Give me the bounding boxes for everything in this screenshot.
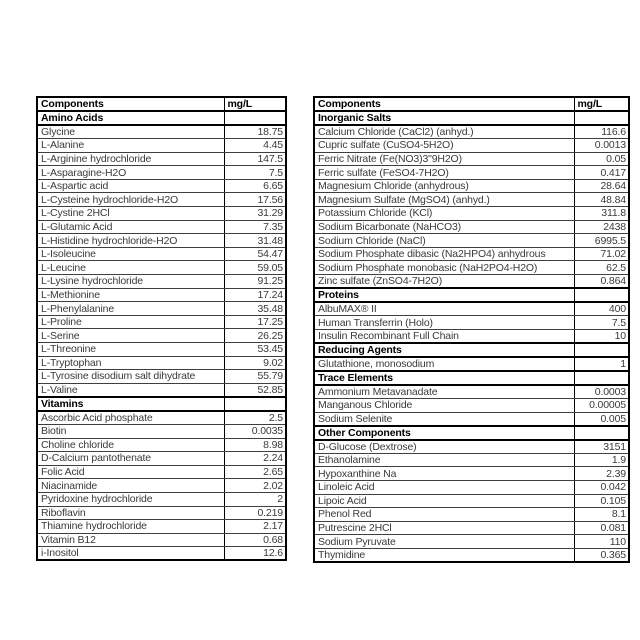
table-row <box>37 370 286 384</box>
section-header-row <box>37 397 286 411</box>
component-name-cell: L-Aspartic acid <box>37 179 224 193</box>
component-name-cell: AlbuMAX® II <box>314 302 574 316</box>
components-header-cell: Components <box>37 97 224 111</box>
table-row <box>37 125 286 139</box>
table-row <box>37 547 286 561</box>
table-row <box>37 261 286 275</box>
table-row <box>314 207 629 221</box>
table-row <box>314 535 629 549</box>
component-name-cell: L-Threonine <box>37 343 224 357</box>
component-value-cell: 0.0013 <box>574 139 629 153</box>
table-row <box>37 166 286 180</box>
component-value-cell: 0.042 <box>574 480 629 494</box>
table-row <box>37 247 286 261</box>
right-formulation-table <box>313 96 630 563</box>
component-value-cell: 59.05 <box>224 261 286 275</box>
component-name-cell: Calcium Chloride (CaCl2) (anhyd.) <box>314 125 574 139</box>
table-row <box>314 152 629 166</box>
component-name-cell: Sodium Phosphate monobasic (NaH2PO4-H2O) <box>314 261 574 275</box>
table-row <box>37 234 286 248</box>
component-name-cell: Biotin <box>37 424 224 438</box>
component-name-cell: Zinc sulfate (ZnSO4-7H2O) <box>314 275 574 289</box>
component-value-cell: 10 <box>574 329 629 343</box>
table-row <box>37 275 286 289</box>
section-empty-value-cell <box>224 397 286 411</box>
table-row <box>37 479 286 493</box>
component-name-cell: Folic Acid <box>37 465 224 479</box>
component-name-cell: L-Phenylalanine <box>37 302 224 316</box>
component-value-cell: 2.17 <box>224 520 286 534</box>
table-row <box>314 548 629 562</box>
table-header-row <box>37 97 286 111</box>
component-name-cell: Riboflavin <box>37 506 224 520</box>
component-name-cell: Magnesium Sulfate (MgSO4) (anhyd.) <box>314 193 574 207</box>
table-row <box>37 207 286 221</box>
component-name-cell: Thymidine <box>314 548 574 562</box>
table-row <box>314 508 629 522</box>
section-empty-value-cell <box>574 343 629 357</box>
table-row <box>314 357 629 371</box>
component-name-cell: L-Proline <box>37 315 224 329</box>
table-row <box>314 125 629 139</box>
table-row <box>314 247 629 261</box>
table-row <box>37 438 286 452</box>
component-value-cell: 0.864 <box>574 275 629 289</box>
component-name-cell: Sodium Chloride (NaCl) <box>314 234 574 248</box>
component-name-cell: L-Serine <box>37 329 224 343</box>
component-value-cell: 18.75 <box>224 125 286 139</box>
component-value-cell: 8.1 <box>574 508 629 522</box>
component-name-cell: L-Tyrosine disodium salt dihydrate <box>37 370 224 384</box>
component-name-cell: L-Alanine <box>37 139 224 153</box>
component-value-cell: 48.84 <box>574 193 629 207</box>
section-empty-value-cell <box>574 426 629 440</box>
left-formulation-table <box>36 96 287 561</box>
component-value-cell: 7.5 <box>224 166 286 180</box>
component-value-cell: 17.25 <box>224 315 286 329</box>
table-row <box>314 494 629 508</box>
component-value-cell: 2.39 <box>574 467 629 481</box>
component-name-cell: i-Inositol <box>37 547 224 561</box>
table-row <box>314 220 629 234</box>
component-value-cell: 31.48 <box>224 234 286 248</box>
section-header-row <box>314 343 629 357</box>
component-name-cell: D-Calcium pantothenate <box>37 452 224 466</box>
table-row <box>37 193 286 207</box>
component-value-cell: 8.98 <box>224 438 286 452</box>
component-name-cell: Choline chloride <box>37 438 224 452</box>
component-value-cell: 0.417 <box>574 166 629 180</box>
component-value-cell: 116.6 <box>574 125 629 139</box>
component-value-cell: 0.68 <box>224 533 286 547</box>
table-row <box>314 261 629 275</box>
unit-header-cell: mg/L <box>574 97 629 111</box>
section-empty-value-cell <box>574 288 629 302</box>
component-name-cell: L-Cysteine hydrochloride-H2O <box>37 193 224 207</box>
table-row <box>314 467 629 481</box>
component-name-cell: Sodium Bicarbonate (NaHCO3) <box>314 220 574 234</box>
component-name-cell: Thiamine hydrochloride <box>37 520 224 534</box>
component-value-cell: 2.5 <box>224 411 286 425</box>
component-name-cell: D-Glucose (Dextrose) <box>314 440 574 454</box>
table-row <box>37 533 286 547</box>
table-row <box>314 399 629 413</box>
component-value-cell: 28.64 <box>574 179 629 193</box>
component-name-cell: Ammonium Metavanadate <box>314 385 574 399</box>
table-row <box>37 411 286 425</box>
component-name-cell: L-Tryptophan <box>37 356 224 370</box>
component-name-cell: Linoleic Acid <box>314 480 574 494</box>
unit-header-cell: mg/L <box>224 97 286 111</box>
section-title-cell: Inorganic Salts <box>314 111 574 125</box>
component-value-cell: 35.48 <box>224 302 286 316</box>
table-row <box>37 520 286 534</box>
component-value-cell: 3151 <box>574 440 629 454</box>
section-title-cell: Other Components <box>314 426 574 440</box>
table-row <box>37 506 286 520</box>
table-row <box>314 179 629 193</box>
component-name-cell: Potassium Chloride (KCl) <box>314 207 574 221</box>
component-value-cell: 26.25 <box>224 329 286 343</box>
table-row <box>37 152 286 166</box>
table-row <box>314 139 629 153</box>
component-value-cell: 53.45 <box>224 343 286 357</box>
section-title-cell: Reducing Agents <box>314 343 574 357</box>
component-value-cell: 9.02 <box>224 356 286 370</box>
component-value-cell: 0.00005 <box>574 399 629 413</box>
component-value-cell: 0.219 <box>224 506 286 520</box>
component-value-cell: 0.105 <box>574 494 629 508</box>
component-name-cell: Glycine <box>37 125 224 139</box>
component-name-cell: Human Transferrin (Holo) <box>314 316 574 330</box>
component-name-cell: Ethanolamine <box>314 453 574 467</box>
section-title-cell: Proteins <box>314 288 574 302</box>
table-row <box>314 193 629 207</box>
component-name-cell: Insulin Recombinant Full Chain <box>314 329 574 343</box>
table-row <box>37 356 286 370</box>
section-header-row <box>314 371 629 385</box>
component-name-cell: Ferric sulfate (FeSO4-7H2O) <box>314 166 574 180</box>
component-name-cell: Cupric sulfate (CuSO4-5H2O) <box>314 139 574 153</box>
component-name-cell: Hypoxanthine Na <box>314 467 574 481</box>
component-name-cell: Sodium Phosphate dibasic (Na2HPO4) anhydrous <box>314 247 574 261</box>
table-row <box>314 385 629 399</box>
component-name-cell: Glutathione, monosodium <box>314 357 574 371</box>
component-name-cell: Lipoic Acid <box>314 494 574 508</box>
component-name-cell: Vitamin B12 <box>37 533 224 547</box>
section-header-row <box>314 288 629 302</box>
component-name-cell: L-Cystine 2HCl <box>37 207 224 221</box>
component-value-cell: 1 <box>574 357 629 371</box>
component-value-cell: 1.9 <box>574 453 629 467</box>
left-table-body <box>37 97 286 560</box>
component-value-cell: 2438 <box>574 220 629 234</box>
component-value-cell: 52.85 <box>224 383 286 397</box>
component-value-cell: 31.29 <box>224 207 286 221</box>
component-value-cell: 400 <box>574 302 629 316</box>
component-name-cell: L-Methionine <box>37 288 224 302</box>
component-value-cell: 17.56 <box>224 193 286 207</box>
section-header-row <box>314 111 629 125</box>
component-value-cell: 311.8 <box>574 207 629 221</box>
table-row <box>37 465 286 479</box>
table-row <box>37 343 286 357</box>
component-value-cell: 91.25 <box>224 275 286 289</box>
table-row <box>37 179 286 193</box>
component-value-cell: 2.02 <box>224 479 286 493</box>
component-name-cell: L-Asparagine-H2O <box>37 166 224 180</box>
table-row <box>314 440 629 454</box>
component-value-cell: 0.081 <box>574 521 629 535</box>
table-row <box>314 329 629 343</box>
right-table-body <box>314 97 629 562</box>
component-name-cell: Phenol Red <box>314 508 574 522</box>
section-empty-value-cell <box>574 371 629 385</box>
component-name-cell: L-Isoleucine <box>37 247 224 261</box>
component-name-cell: Sodium Selenite <box>314 412 574 426</box>
component-value-cell: 7.35 <box>224 220 286 234</box>
table-row <box>314 480 629 494</box>
component-value-cell: 62.5 <box>574 261 629 275</box>
component-name-cell: Manganous Chloride <box>314 399 574 413</box>
component-value-cell: 55.79 <box>224 370 286 384</box>
component-value-cell: 2.24 <box>224 452 286 466</box>
component-value-cell: 2.65 <box>224 465 286 479</box>
table-row <box>314 412 629 426</box>
component-name-cell: Putrescine 2HCl <box>314 521 574 535</box>
table-row <box>37 315 286 329</box>
section-empty-value-cell <box>224 111 286 125</box>
component-value-cell: 54.47 <box>224 247 286 261</box>
component-name-cell: L-Histidine hydrochloride-H2O <box>37 234 224 248</box>
component-value-cell: 6995.5 <box>574 234 629 248</box>
component-name-cell: L-Leucine <box>37 261 224 275</box>
component-value-cell: 7.5 <box>574 316 629 330</box>
component-value-cell: 17.24 <box>224 288 286 302</box>
component-value-cell: 2 <box>224 492 286 506</box>
table-row <box>314 453 629 467</box>
component-name-cell: L-Glutamic Acid <box>37 220 224 234</box>
component-name-cell: Magnesium Chloride (anhydrous) <box>314 179 574 193</box>
component-name-cell: L-Valine <box>37 383 224 397</box>
section-empty-value-cell <box>574 111 629 125</box>
table-header-row <box>314 97 629 111</box>
component-value-cell: 0.0003 <box>574 385 629 399</box>
component-value-cell: 6.65 <box>224 179 286 193</box>
component-value-cell: 147.5 <box>224 152 286 166</box>
table-row <box>314 234 629 248</box>
table-row <box>37 452 286 466</box>
table-row <box>314 521 629 535</box>
table-row <box>37 302 286 316</box>
component-value-cell: 71.02 <box>574 247 629 261</box>
component-value-cell: 12.6 <box>224 547 286 561</box>
component-name-cell: Niacinamide <box>37 479 224 493</box>
component-name-cell: Pyridoxine hydrochloride <box>37 492 224 506</box>
table-row <box>37 383 286 397</box>
component-value-cell: 0.05 <box>574 152 629 166</box>
component-value-cell: 0.365 <box>574 548 629 562</box>
section-title-cell: Vitamins <box>37 397 224 411</box>
table-row <box>37 329 286 343</box>
component-value-cell: 110 <box>574 535 629 549</box>
section-header-row <box>314 426 629 440</box>
table-row <box>314 316 629 330</box>
table-row <box>37 139 286 153</box>
table-row <box>37 424 286 438</box>
section-title-cell: Amino Acids <box>37 111 224 125</box>
component-name-cell: Ascorbic Acid phosphate <box>37 411 224 425</box>
component-value-cell: 0.005 <box>574 412 629 426</box>
table-row <box>314 275 629 289</box>
component-name-cell: L-Lysine hydrochloride <box>37 275 224 289</box>
table-row <box>37 288 286 302</box>
component-name-cell: Sodium Pyruvate <box>314 535 574 549</box>
table-row <box>314 302 629 316</box>
table-row <box>314 166 629 180</box>
component-value-cell: 0.0035 <box>224 424 286 438</box>
component-value-cell: 4.45 <box>224 139 286 153</box>
component-name-cell: Ferric Nitrate (Fe(NO3)3"9H2O) <box>314 152 574 166</box>
table-row <box>37 220 286 234</box>
section-header-row <box>37 111 286 125</box>
component-name-cell: L-Arginine hydrochloride <box>37 152 224 166</box>
table-row <box>37 492 286 506</box>
components-header-cell: Components <box>314 97 574 111</box>
section-title-cell: Trace Elements <box>314 371 574 385</box>
